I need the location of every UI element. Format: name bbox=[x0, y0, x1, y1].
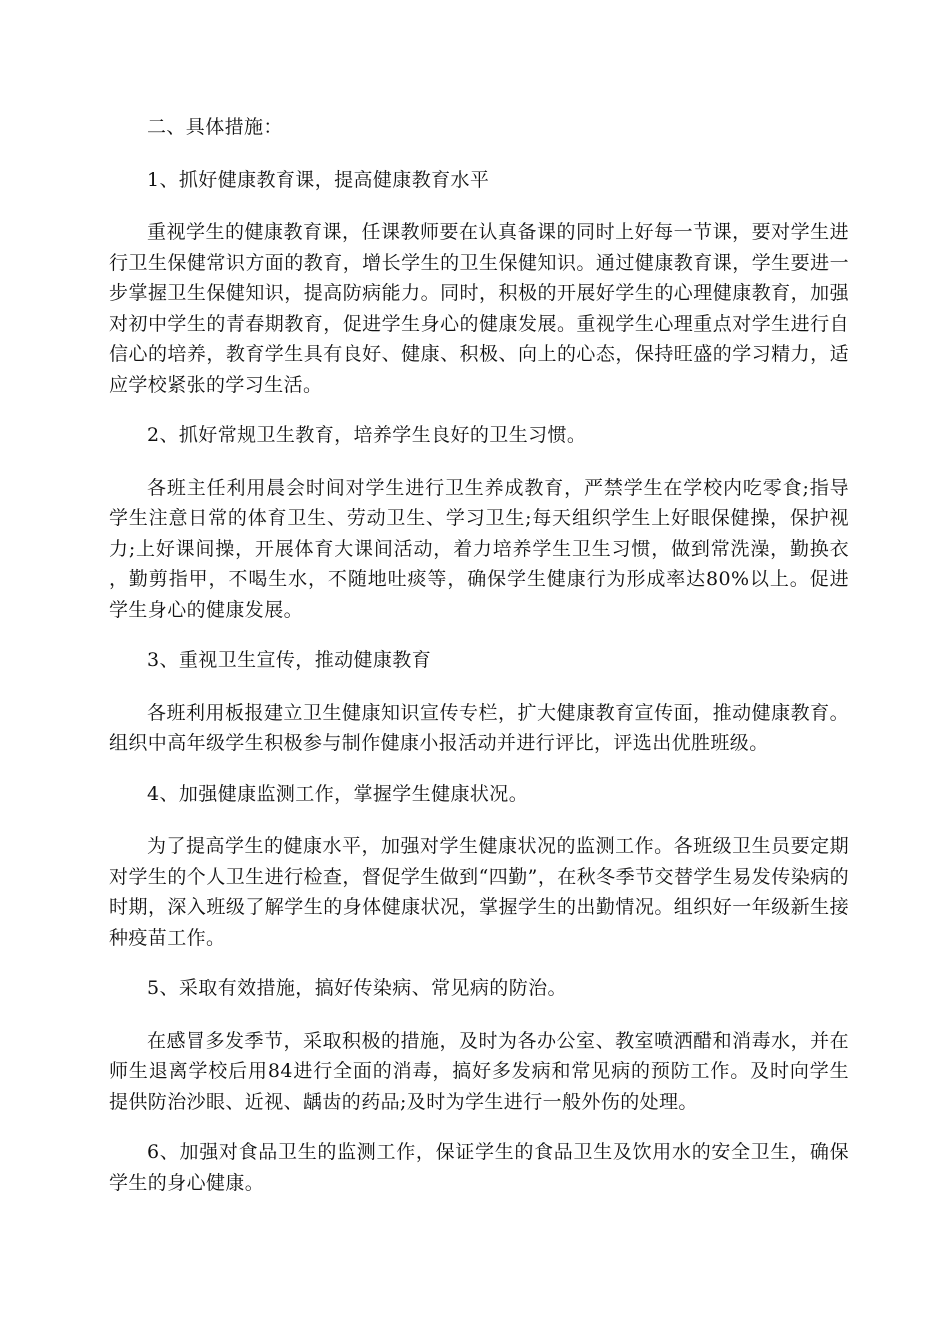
item-2-body: 各班主任利用晨会时间对学生进行卫生养成教育，严禁学生在学校内吃零食;指导学生注意日常的体育卫生、劳动卫生、学习卫生;每天组织学生上好眼保健操，保护视力;上好课间操，开展体育大课间活动，着力培养学生卫生习惯，做到常洗澡，勤换衣，勤剪指甲，不喝生水，不随地吐痰等，确保学生健康行为形成率达80%以上。促进学生身心的健康发展。 bbox=[109, 476, 849, 621]
item-6-heading: 6、加强对食品卫生的监测工作，保证学生的食品卫生及饮用水的安全卫生，确保学生的身心健康。 bbox=[109, 1141, 849, 1194]
item-4-body: 为了提高学生的健康水平，加强对学生健康状况的监测工作。各班级卫生员要定期对学生的个人卫生进行检查，督促学生做到“四勤”，在秋冬季节交替学生易发传染病的时期，深入班级了解学生的身体健康状况，掌握学生的出勤情况。组织好一年级新生接种疫苗工作。 bbox=[109, 835, 849, 949]
item-2-heading: 2、抓好常规卫生教育，培养学生良好的卫生习惯。 bbox=[147, 424, 587, 446]
item-3-heading: 3、重视卫生宣传，推动健康教育 bbox=[147, 649, 432, 671]
item-3-body: 各班利用板报建立卫生健康知识宣传专栏，扩大健康教育宣传面，推动健康教育。组织中高年级学生积极参与制作健康小报活动并进行评比，评选出优胜班级。 bbox=[109, 701, 849, 754]
item-5-heading: 5、采取有效措施，搞好传染病、常见病的防治。 bbox=[147, 977, 567, 999]
item-4-heading: 4、加强健康监测工作，掌握学生健康状况。 bbox=[147, 782, 529, 805]
item-1-body: 重视学生的健康教育课，任课教师要在认真备课的同时上好每一节课，要对学生进行卫生保健常识方面的教育，增长学生的卫生保健知识。通过健康教育课，学生要进一步掌握卫生保健知识，提高防病能力。同时，积极的开展好学生的心理健康教育，加强对初中学生的青春期教育，促进学生身心的健康发展。重视学生心理重点对学生进行自信心的培养，教育学生具有良好、健康、积极、向上的心态，保持旺盛的学习精力，适应学校紧张的学习生活。 bbox=[109, 221, 849, 396]
item-1-heading: 1、抓好健康教育课，提高健康教育水平 bbox=[147, 168, 490, 191]
section-title: 二、具体措施： bbox=[147, 116, 283, 138]
document-page bbox=[109, 112, 849, 1218]
item-5-body: 在感冒多发季节，采取积极的措施，及时为各办公室、教室喷洒醋和消毒水，并在师生退离学校后用84进行全面的消毒，搞好多发病和常见病的预防工作。及时向学生提供防治沙眼、近视、龋齿的药品;及时为学生进行一般外伤的处理。 bbox=[109, 1029, 849, 1113]
